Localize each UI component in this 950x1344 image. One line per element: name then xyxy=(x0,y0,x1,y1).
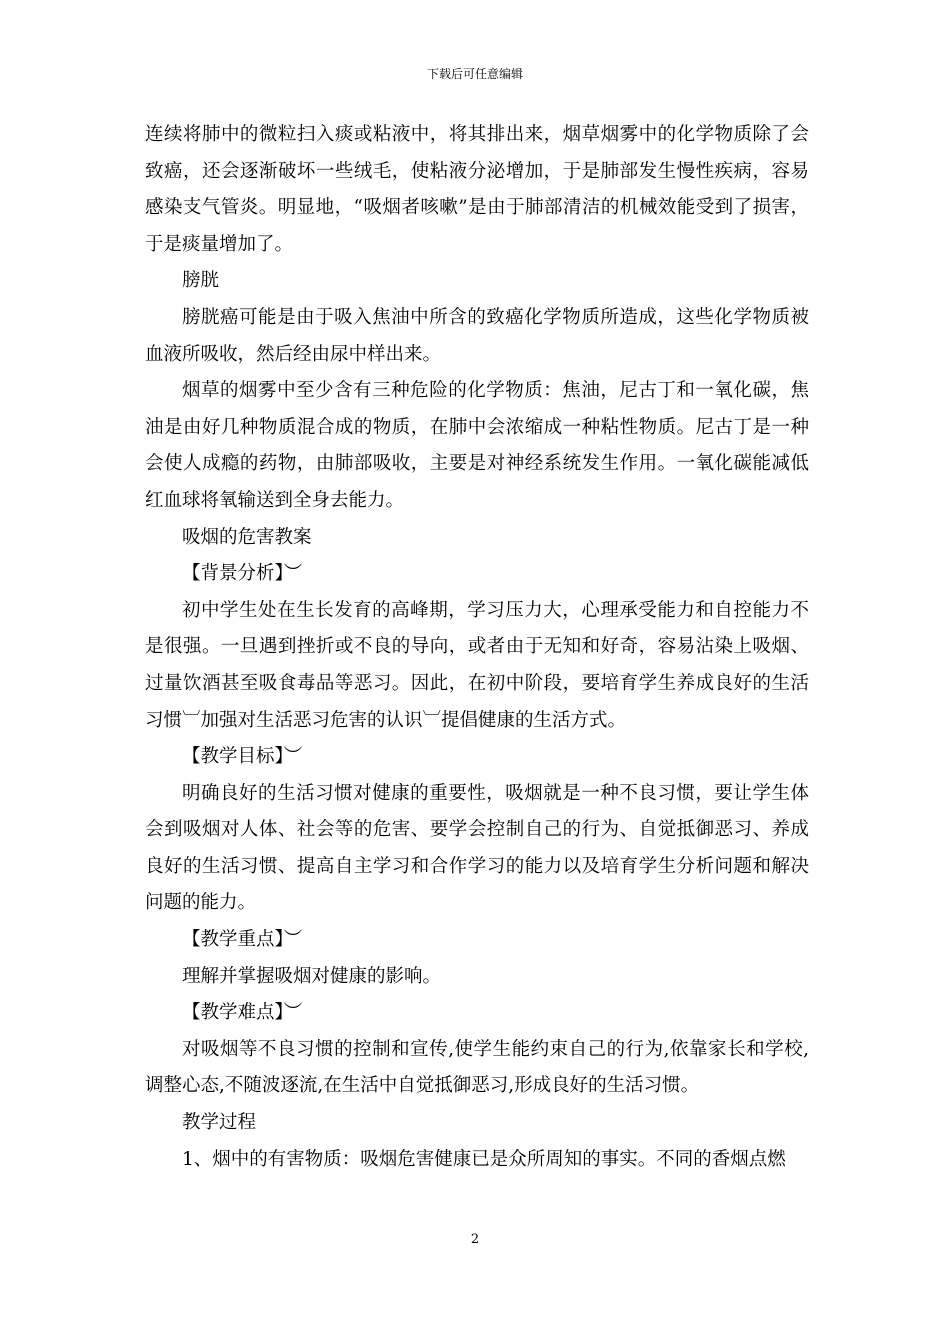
heading-background: 【背景分析】︶ xyxy=(182,563,303,585)
heading-teaching-process: 教学过程 xyxy=(182,1112,257,1134)
heading-key-points: 【教学重点】︶ xyxy=(182,929,303,951)
page-header: 下载后可任意编辑 xyxy=(426,67,523,81)
paragraph-bladder: 膀胱癌可能是由于吸入焦油中所含的致癌化学物质所造成，这些化学物质被血液所吸收，然后经由尿中样出来。 xyxy=(145,306,809,365)
paragraph-lung-continuation: 连续将肺中的微粒扫入痰或粘液中，将其排出来，烟草烟雾中的化学物质除了会致癌，还会逐渐破坏一些绒毛，使粘液分泌增加，于是肺部发生慢性疾病，容易感染支气管炎。明显地，“吸烟者咳嗽”是由于肺部清洁的机械效能受到了损害，于是痰量增加了。 xyxy=(145,124,809,255)
heading-lesson-plan: 吸烟的危害教案 xyxy=(182,526,312,548)
document-body xyxy=(145,117,809,1178)
paragraph-chemicals: 烟草的烟雾中至少含有三种危险的化学物质：焦油，尼古丁和一氧化碳，焦油是由好几种物质混合成的物质，在肺中会浓缩成一种粘性物质。尼古丁是一种会使人成瘾的药物，由肺部吸收，主要是对神经系统发生作用。一氧化碳能减低红血球将氧输送到全身去能力。 xyxy=(145,380,809,511)
heading-difficulties: 【教学难点】︶ xyxy=(182,1002,303,1024)
page-number: 2 xyxy=(470,1232,480,1247)
paragraph-background: 初中学生处在生长发育的高峰期，学习压力大，心理承受能力和自控能力不是很强。一旦遇到挫折或不良的导向，或者由于无知和好奇，容易沾染上吸烟、过量饮酒甚至吸食毒品等恶习。因此，在初中阶段，要培育学生养成良好的生活习惯︺加强对生活恶习危害的认识︺提倡健康的生活方式。 xyxy=(145,599,809,731)
heading-bladder: 膀胱 xyxy=(182,270,220,292)
paragraph-objectives: 明确良好的生活习惯对健康的重要性，吸烟就是一种不良习惯，要让学生体会到吸烟对人体、社会等的危害、要学会控制自己的行为、自觉抵御恶习、养成良好的生活习惯、提高自主学习和合作学习的能力以及培育学生分析问题和解决问题的能力。 xyxy=(145,782,809,914)
paragraph-difficulties: 对吸烟等不良习惯的控制和宣传,使学生能约束自己的行为,依靠家长和学校,调整心态,不随波逐流,在生活中自觉抵御恶习,形成良好的生活习惯。 xyxy=(145,1038,809,1097)
paragraph-harmful-substances: 1、烟中的有害物质：吸烟危害健康已是众所周知的事实。不同的香烟点燃 xyxy=(182,1148,786,1170)
paragraph-key-points: 理解并掌握吸烟对健康的影响。 xyxy=(182,965,442,987)
heading-objectives: 【教学目标】︶ xyxy=(182,746,303,768)
